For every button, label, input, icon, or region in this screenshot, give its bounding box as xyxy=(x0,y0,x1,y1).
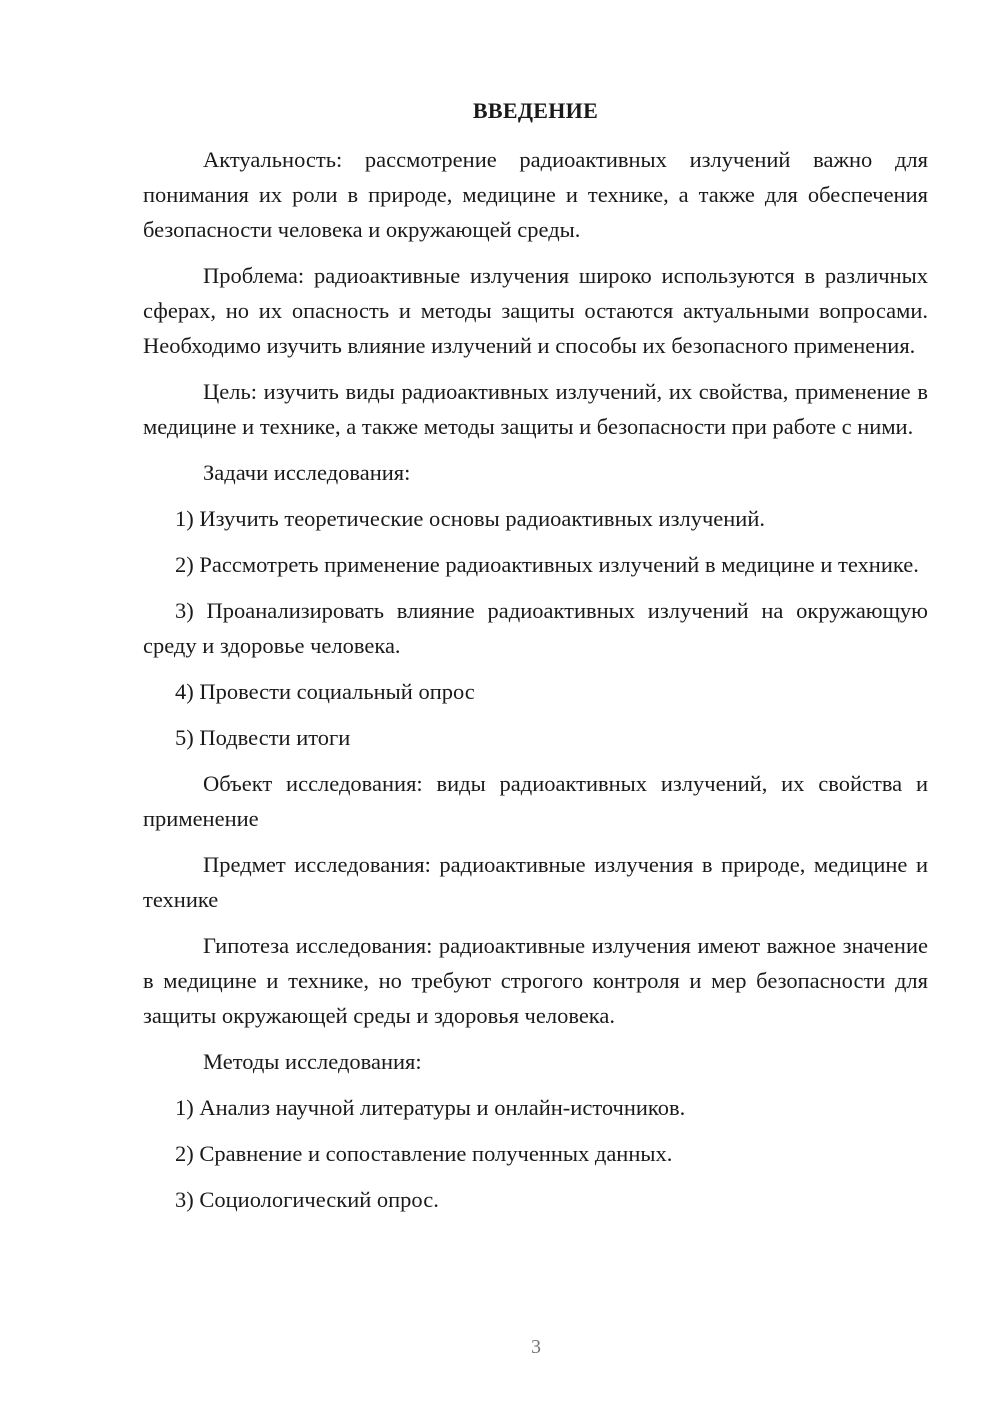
paragraph-problem: Проблема: радиоактивные излучения широко используются в различных сферах, но их опасность и методы защиты остаются актуальными вопросами. Необходимо изучить влияние излучений и способы их безопасного применения. xyxy=(143,263,928,358)
paragraph-subject: Предмет исследования: радиоактивные излучения в природе, медицине и технике xyxy=(143,852,928,912)
task-item-1: 1) Изучить теоретические основы радиоактивных излучений. xyxy=(175,506,766,531)
method-item-1: 1) Анализ научной литературы и онлайн-источников. xyxy=(175,1095,686,1120)
task-item-2: 2) Рассмотреть применение радиоактивных излучений в медицине и технике. xyxy=(175,552,919,577)
paragraph-methods-heading: Методы исследования: xyxy=(203,1049,422,1074)
document-body xyxy=(143,142,928,1228)
paragraph-object: Объект исследования: виды радиоактивных излучений, их свойства и применение xyxy=(143,771,928,831)
section-title: ВВЕДЕНИЕ xyxy=(472,98,599,123)
paragraph-relevance: Актуальность: рассмотрение радиоактивных излучений важно для понимания их роли в природе, медицине и технике, а также для обеспечения безопасности человека и окружающей среды. xyxy=(143,147,928,242)
task-item-3: 3) Проанализировать влияние радиоактивных излучений на окружающую среду и здоровье человека. xyxy=(143,598,928,658)
paragraph-hypothesis: Гипотеза исследования: радиоактивные излучения имеют важное значение в медицине и технике, но требуют строгого контроля и мер безопасности для защиты окружающей среды и здоровья человека. xyxy=(143,933,928,1028)
method-item-3: 3) Социологический опрос. xyxy=(175,1187,439,1212)
task-item-5: 5) Подвести итоги xyxy=(175,725,351,750)
task-item-4: 4) Провести социальный опрос xyxy=(175,679,475,704)
method-item-2: 2) Сравнение и сопоставление полученных данных. xyxy=(175,1141,673,1166)
paragraph-tasks-heading: Задачи исследования: xyxy=(203,460,411,485)
paragraph-goal: Цель: изучить виды радиоактивных излучений, их свойства, применение в медицине и технике, а также методы защиты и безопасности при работе с ними. xyxy=(143,379,928,439)
page-number: 3 xyxy=(531,1336,541,1358)
